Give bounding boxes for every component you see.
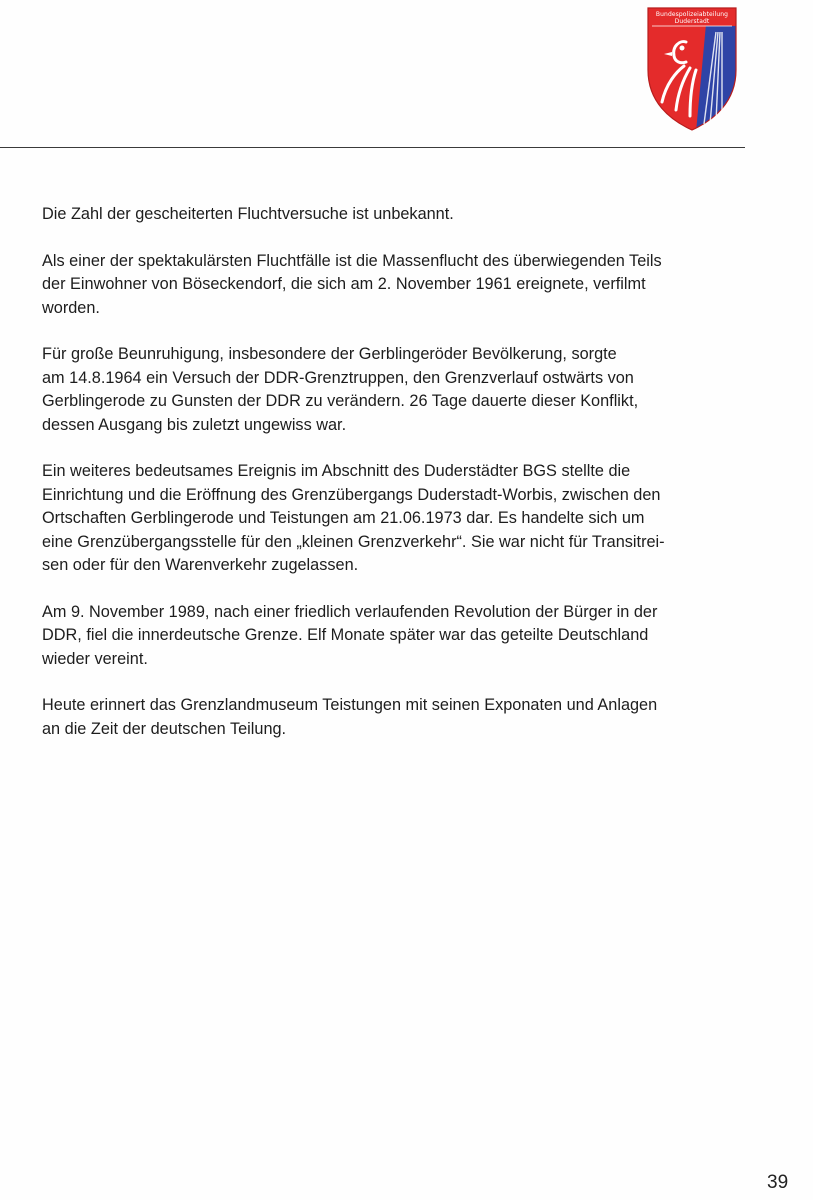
page-number: 39 bbox=[767, 1172, 789, 1193]
text-line: Für große Beunruhigung, insbesondere der Gerblingeröder Bevölkerung, sorgte bbox=[42, 345, 617, 364]
text-line: eine Grenzübergangsstelle für den „kleinen Grenzverkehr“. Sie war nicht für Transitrei- bbox=[42, 532, 665, 551]
text-line: worden. bbox=[42, 298, 100, 317]
paragraph bbox=[42, 694, 762, 741]
paragraph bbox=[42, 460, 762, 577]
header-divider bbox=[0, 147, 745, 148]
text-line: sen oder für den Warenverkehr zugelassen. bbox=[42, 556, 359, 575]
text-line: wieder vereint. bbox=[42, 649, 148, 668]
paragraph bbox=[42, 203, 762, 226]
text-line: dessen Ausgang bis zuletzt ungewiss war. bbox=[42, 415, 347, 434]
text-line: der Einwohner von Böseckendorf, die sich am 2. November 1961 ereignete, verfilmt bbox=[42, 275, 646, 294]
body-text bbox=[42, 203, 762, 765]
text-line: Am 9. November 1989, nach einer friedlich verlaufenden Revolution der Bürger in der bbox=[42, 602, 658, 621]
crest-label-line1: Bundespolizeiabteilung bbox=[655, 11, 729, 18]
police-crest-logo bbox=[644, 6, 740, 132]
paragraph bbox=[42, 601, 762, 671]
text-line: Ein weiteres bedeutsames Ereignis im Abschnitt des Duderstädter BGS stellte die bbox=[42, 462, 631, 481]
text-line: Ortschaften Gerblingerode und Teistungen am 21.06.1973 dar. Es handelte sich um bbox=[42, 509, 645, 528]
text-line: Einrichtung und die Eröffnung des Grenzübergangs Duderstadt-Worbis, zwischen den bbox=[42, 485, 661, 504]
text-line: Die Zahl der gescheiterten Fluchtversuche ist unbekannt. bbox=[42, 205, 454, 223]
paragraph bbox=[42, 343, 762, 437]
text-line: Heute erinnert das Grenzlandmuseum Teistungen mit seinen Exponaten und Anlagen bbox=[42, 696, 658, 715]
crest-label-line2: Duderstadt bbox=[674, 18, 710, 25]
text-line: Gerblingerode zu Gunsten der DDR zu verändern. 26 Tage dauerte dieser Konflikt, bbox=[42, 392, 639, 411]
text-line: an die Zeit der deutschen Teilung. bbox=[42, 719, 287, 738]
text-line: Als einer der spektakulärsten Fluchtfälle ist die Massenflucht des überwiegenden Teils bbox=[42, 251, 662, 270]
paragraph bbox=[42, 250, 762, 320]
text-line: am 14.8.1964 ein Versuch der DDR-Grenztruppen, den Grenzverlauf ostwärts von bbox=[42, 368, 634, 387]
text-line: DDR, fiel die innerdeutsche Grenze. Elf Monate später war das geteilte Deutschland bbox=[42, 626, 649, 645]
